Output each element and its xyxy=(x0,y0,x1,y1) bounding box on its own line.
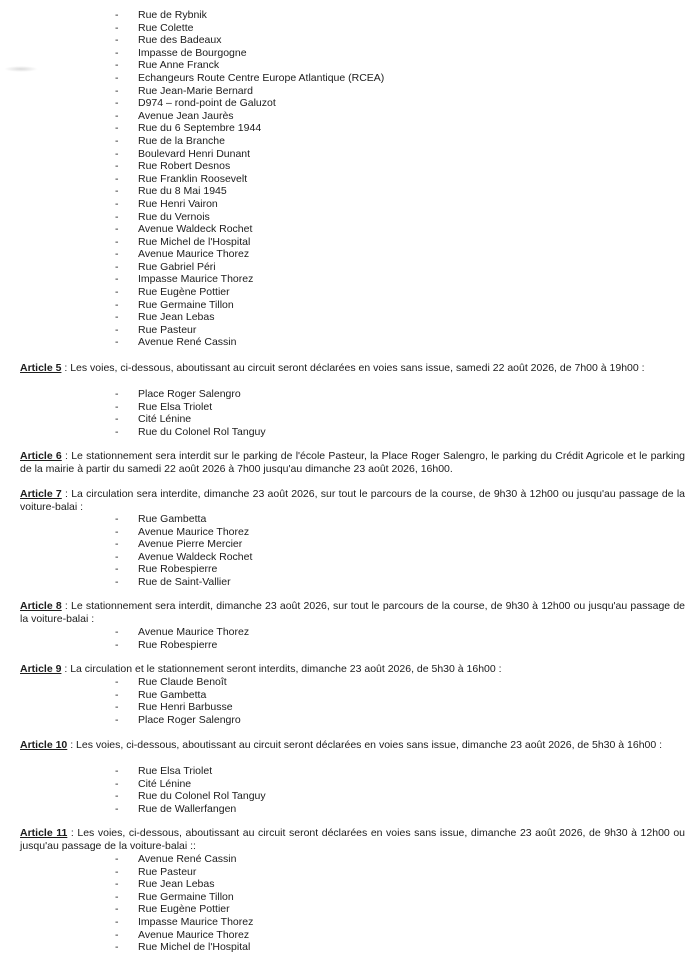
street-name: Rue Michel de l'Hospital xyxy=(138,235,251,248)
bullet-dash: - xyxy=(115,400,119,413)
street-name: Rue Elsa Triolet xyxy=(138,400,213,413)
street-name: Rue Robespierre xyxy=(138,563,218,576)
bullet-dash: - xyxy=(115,46,119,59)
street-name: Rue Gambetta xyxy=(138,688,207,701)
street-name: Impasse de Bourgogne xyxy=(138,46,247,59)
bullet-dash: - xyxy=(115,273,119,286)
list-item xyxy=(115,110,675,123)
list-item xyxy=(115,891,675,904)
list-item xyxy=(115,122,675,135)
bullet-dash: - xyxy=(115,122,119,135)
article-text: : Les voies, ci-dessous, aboutissant au circuit seront déclarées en voies sans issue, dimanche 23 août 2026, de 9h30 à 12h00 ou jusqu'au passage de la voiture-balai :: xyxy=(20,827,685,852)
bullet-dash: - xyxy=(115,147,119,160)
list-item xyxy=(115,626,675,639)
street-name: Avenue Waldeck Rochet xyxy=(138,550,253,563)
street-name: Avenue Maurice Thorez xyxy=(138,928,250,941)
street-name: Rue de Rybnik xyxy=(138,9,207,21)
bullet-dash: - xyxy=(115,134,119,147)
article-9-street-list xyxy=(115,676,675,726)
bullet-dash: - xyxy=(115,336,119,349)
street-name: Rue Jean Lebas xyxy=(138,878,215,891)
bullet-dash: - xyxy=(115,550,119,563)
bullet-dash: - xyxy=(115,197,119,210)
article-5 xyxy=(20,362,685,375)
bullet-dash: - xyxy=(115,538,119,551)
street-name: Place Roger Salengro xyxy=(138,388,241,400)
street-name: Rue Robespierre xyxy=(138,638,218,651)
article-10-street-list xyxy=(115,765,675,815)
street-name: Rue du 6 Septembre 1944 xyxy=(138,122,262,135)
street-name: Avenue Maurice Thorez xyxy=(138,248,250,261)
list-item xyxy=(115,701,675,714)
list-item xyxy=(115,426,675,439)
bullet-dash: - xyxy=(115,59,119,72)
article-heading: Article 5 xyxy=(20,362,62,374)
bullet-dash: - xyxy=(115,160,119,173)
bullet-dash: - xyxy=(115,413,119,426)
street-name: Avenue René Cassin xyxy=(138,336,237,349)
bullet-dash: - xyxy=(115,928,119,941)
article-7-street-list xyxy=(115,513,675,589)
street-name: Rue Robert Desnos xyxy=(138,160,231,173)
list-item xyxy=(115,413,675,426)
article-8 xyxy=(20,600,685,625)
street-name: Rue Pasteur xyxy=(138,323,197,336)
list-item xyxy=(115,97,675,110)
street-name: Rue Pasteur xyxy=(138,865,197,878)
article-text: : La circulation et le stationnement seront interdits, dimanche 23 août 2026, de 5h30 à 16h00 : xyxy=(61,663,502,675)
bullet-dash: - xyxy=(115,235,119,248)
list-item xyxy=(115,513,675,526)
list-item xyxy=(115,563,675,576)
list-item xyxy=(115,173,675,186)
list-item xyxy=(115,916,675,929)
bullet-dash: - xyxy=(115,34,119,47)
street-name: Impasse Maurice Thorez xyxy=(138,273,254,286)
bullet-dash: - xyxy=(115,286,119,299)
bullet-dash: - xyxy=(115,21,119,34)
article-text: : La circulation sera interdite, dimanche 23 août 2026, sur tout le parcours de la course, de 9h30 à 12h00 ou jusqu'au passage de la voiture-balai : xyxy=(20,488,686,513)
bullet-dash: - xyxy=(115,223,119,236)
list-item xyxy=(115,286,675,299)
list-item xyxy=(115,22,675,35)
list-item xyxy=(115,223,675,236)
list-item xyxy=(115,551,675,564)
bullet-dash: - xyxy=(115,425,119,438)
list-item xyxy=(115,803,675,816)
bullet-dash: - xyxy=(115,109,119,122)
list-item xyxy=(115,866,675,879)
street-name: Rue de Saint-Vallier xyxy=(138,575,231,588)
bullet-dash: - xyxy=(115,311,119,324)
bullet-dash: - xyxy=(115,210,119,223)
street-name: Cité Lénine xyxy=(138,777,192,790)
list-item xyxy=(115,34,675,47)
article-7 xyxy=(20,488,685,513)
bullet-dash: - xyxy=(115,626,119,638)
article-heading: Article 6 xyxy=(20,450,62,462)
list-item xyxy=(115,47,675,60)
list-item xyxy=(115,401,675,414)
bullet-dash: - xyxy=(115,97,119,110)
street-name: Rue du Colonel Rol Tanguy xyxy=(138,790,266,803)
article-8-street-list xyxy=(115,626,675,651)
list-item xyxy=(115,765,675,778)
bullet-dash: - xyxy=(115,84,119,97)
list-item xyxy=(115,388,675,401)
list-item xyxy=(115,878,675,891)
bullet-dash: - xyxy=(115,525,119,538)
list-item xyxy=(115,336,675,349)
article-11 xyxy=(20,827,685,852)
street-name: Rue de Wallerfangen xyxy=(138,802,237,815)
list-item xyxy=(115,72,675,85)
bullet-dash: - xyxy=(115,941,119,954)
street-name: Rue du Vernois xyxy=(138,210,210,223)
street-name: D974 – rond-point de Galuzot xyxy=(138,97,276,110)
list-item xyxy=(115,160,675,173)
bullet-dash: - xyxy=(115,790,119,803)
article-heading: Article 10 xyxy=(20,739,68,751)
street-name: Avenue Maurice Thorez xyxy=(138,525,250,538)
list-item xyxy=(115,324,675,337)
list-item xyxy=(115,576,675,589)
street-name: Rue Michel de l'Hospital xyxy=(138,941,251,954)
bullet-dash: - xyxy=(115,260,119,273)
list-item xyxy=(115,714,675,727)
street-name: Rue du Colonel Rol Tanguy xyxy=(138,425,266,438)
street-name: Rue Jean-Marie Bernard xyxy=(138,84,253,97)
list-item xyxy=(115,689,675,702)
street-name: Place Roger Salengro xyxy=(138,713,241,726)
street-name: Rue Colette xyxy=(138,21,194,34)
list-item xyxy=(115,9,675,22)
street-name: Rue Elsa Triolet xyxy=(138,765,213,777)
article-text: : Le stationnement sera interdit, dimanche 23 août 2026, sur tout le parcours de la course, de 9h30 à 12h00 ou jusqu'au passage de la voiture-balai : xyxy=(20,600,686,625)
list-item xyxy=(115,639,675,652)
street-name: Rue Jean Lebas xyxy=(138,311,215,324)
bullet-dash: - xyxy=(115,701,119,714)
list-item xyxy=(115,236,675,249)
list-item xyxy=(115,273,675,286)
street-name: Echangeurs Route Centre Europe Atlantique (RCEA) xyxy=(138,71,385,84)
bullet-dash: - xyxy=(115,915,119,928)
bullet-dash: - xyxy=(115,563,119,576)
article-heading: Article 11 xyxy=(20,827,68,839)
bullet-dash: - xyxy=(115,575,119,588)
bullet-dash: - xyxy=(115,9,119,21)
bullet-dash: - xyxy=(115,878,119,891)
article-heading: Article 8 xyxy=(20,600,62,612)
list-item xyxy=(115,59,675,72)
list-item xyxy=(115,198,675,211)
bullet-dash: - xyxy=(115,388,119,400)
list-item xyxy=(115,929,675,942)
street-name: Rue Germaine Tillon xyxy=(138,890,234,903)
bullet-dash: - xyxy=(115,890,119,903)
bullet-dash: - xyxy=(115,853,119,865)
street-name: Rue Eugène Pottier xyxy=(138,903,230,916)
bullet-dash: - xyxy=(115,676,119,688)
street-name: Rue Anne Franck xyxy=(138,59,220,72)
article-11-street-list xyxy=(115,853,675,954)
list-item xyxy=(115,135,675,148)
bullet-dash: - xyxy=(115,638,119,651)
street-name: Rue du 8 Mai 1945 xyxy=(138,185,227,198)
street-name: Rue Gambetta xyxy=(138,513,207,525)
list-item xyxy=(115,941,675,954)
street-name: Rue Gabriel Péri xyxy=(138,260,216,273)
bullet-dash: - xyxy=(115,248,119,261)
bullet-dash: - xyxy=(115,802,119,815)
street-name: Rue Claude Benoît xyxy=(138,676,227,688)
bullet-dash: - xyxy=(115,865,119,878)
bullet-dash: - xyxy=(115,185,119,198)
article-6 xyxy=(20,450,685,475)
bullet-dash: - xyxy=(115,713,119,726)
street-name: Rue Franklin Roosevelt xyxy=(138,172,248,185)
street-name: Avenue Maurice Thorez xyxy=(138,626,250,638)
article-text: : Les voies, ci-dessous, aboutissant au circuit seront déclarées en voies sans issue, dimanche 23 août 2026, de 5h30 à 16h00 : xyxy=(67,739,663,751)
list-item xyxy=(115,778,675,791)
bullet-dash: - xyxy=(115,765,119,777)
list-item xyxy=(115,185,675,198)
article-text: : Le stationnement sera interdit sur le parking de l'école Pasteur, la Place Roger Salengro, le parking du Crédit Agricole et le parking de la mairie à partir du samedi 22 août 2026 à 7h00 jusqu'au dimanche 23 août 2026, 16h00. xyxy=(20,450,686,475)
street-name: Rue des Badeaux xyxy=(138,34,222,47)
street-name: Avenue Waldeck Rochet xyxy=(138,223,253,236)
list-item xyxy=(115,676,675,689)
bullet-dash: - xyxy=(115,777,119,790)
bullet-dash: - xyxy=(115,298,119,311)
list-item xyxy=(115,311,675,324)
street-name: Impasse Maurice Thorez xyxy=(138,915,254,928)
scan-smudge xyxy=(4,66,38,72)
article-5-street-list xyxy=(115,388,675,438)
bullet-dash: - xyxy=(115,172,119,185)
article-9 xyxy=(20,663,685,676)
street-name: Avenue Pierre Mercier xyxy=(138,538,243,551)
article-text: : Les voies, ci-dessous, aboutissant au circuit seront déclarées en voies sans issue, samedi 22 août 2026, de 7h00 à 19h00 : xyxy=(61,362,645,374)
article-heading: Article 9 xyxy=(20,663,62,675)
street-name: Rue Germaine Tillon xyxy=(138,298,234,311)
article-heading: Article 7 xyxy=(20,488,62,500)
street-name: Rue de la Branche xyxy=(138,134,225,147)
list-item xyxy=(115,148,675,161)
list-item xyxy=(115,211,675,224)
list-item xyxy=(115,85,675,98)
street-name: Rue Henri Barbusse xyxy=(138,701,233,714)
street-name: Rue Eugène Pottier xyxy=(138,286,230,299)
bullet-dash: - xyxy=(115,323,119,336)
article-10 xyxy=(20,739,685,752)
list-item xyxy=(115,526,675,539)
bullet-dash: - xyxy=(115,903,119,916)
list-item xyxy=(115,538,675,551)
bullet-dash: - xyxy=(115,71,119,84)
street-name: Boulevard Henri Dunant xyxy=(138,147,251,160)
street-name: Avenue Jean Jaurès xyxy=(138,109,234,122)
list-item xyxy=(115,853,675,866)
street-name: Avenue René Cassin xyxy=(138,853,237,865)
list-item xyxy=(115,248,675,261)
list-item xyxy=(115,790,675,803)
list-item xyxy=(115,299,675,312)
list-item xyxy=(115,903,675,916)
bullet-dash: - xyxy=(115,513,119,525)
street-name: Cité Lénine xyxy=(138,413,192,426)
bullet-dash: - xyxy=(115,688,119,701)
street-name: Rue Henri Vairon xyxy=(138,197,218,210)
street-list xyxy=(115,9,675,349)
list-item xyxy=(115,261,675,274)
